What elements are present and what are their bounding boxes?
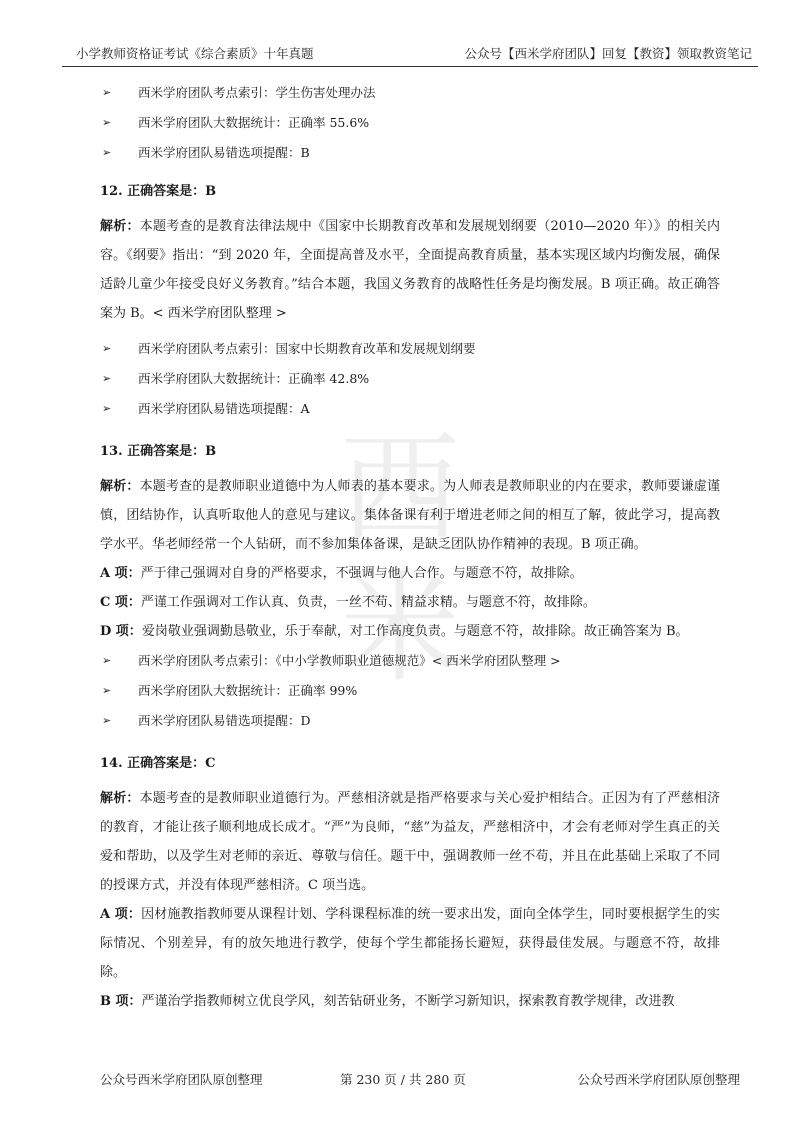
list-item: ➢ 西米学府团队考点索引：学生伤害处理办法 — [100, 78, 720, 108]
list-item: ➢ 西米学府团队易错选项提醒：A — [100, 394, 720, 424]
question-14-analysis: 解析：本题考查的是教师职业道德行为。严慈相济就是指严格要求与关心爱护相结合。正因为有了严慈相济的教育，才能让孩子顺利地成长成才。“严”为良师，“慈”为益友，严慈相济中，才会有老师对学生真正的关爱和帮助，以及学生对老师的亲近、尊敬与信任。题干中，强调教师一丝不苟，并且在此基础上采取了不同的授课方式，并没有体现严慈相济。C 项当选。 — [100, 791, 720, 893]
arrow-bullet-icon: ➢ — [102, 402, 112, 415]
arrow-bullet-icon: ➢ — [102, 654, 112, 667]
page-content — [100, 78, 720, 1016]
list-item: ➢ 西米学府团队大数据统计：正确率 42.8% — [100, 364, 720, 394]
question-14-option-b: B 项：严谨治学指教师树立优良学风，刻苦钻研业务，不断学习新知识，探索教育教学规律，改进教 — [100, 994, 675, 1009]
page-header — [62, 40, 758, 67]
arrow-bullet-icon: ➢ — [102, 372, 112, 385]
arrow-bullet-icon: ➢ — [102, 684, 112, 697]
footer-right: 公众号西米学府团队原创整理 — [577, 1072, 740, 1087]
question-12-heading: 12. 正确答案是：B — [100, 184, 217, 199]
header-promo: 公众号【西米学府团队】回复【教资】领取教资笔记 — [464, 46, 752, 61]
page-number: 第 230 页 / 共 280 页 — [340, 1072, 466, 1087]
arrow-bullet-icon: ➢ — [102, 146, 112, 159]
list-item: ➢ 西米学府团队考点索引：国家中长期教育改革和发展规划纲要 — [100, 334, 720, 364]
list-item: ➢ 西米学府团队易错选项提醒：B — [100, 138, 720, 168]
list-item: ➢ 西米学府团队大数据统计：正确率 99% — [100, 676, 720, 706]
arrow-bullet-icon: ➢ — [102, 86, 112, 99]
arrow-bullet-icon: ➢ — [102, 116, 112, 129]
question-14-heading: 14. 正确答案是：C — [100, 756, 216, 771]
question-13-option-a: A 项：严于律己强调对自身的严格要求，不强调与他人合作。与题意不符，故排除。 — [100, 566, 583, 581]
question-14-option-a: A 项：因材施教指教师要从课程计划、学科课程标准的统一要求出发，面向全体学生，同时要根据学生的实际情况、个别差异，有的放矢地进行教学，使每个学生都能扬长避短，获得最佳发展。与题意不符，故排除。 — [100, 907, 720, 980]
footer-left: 公众号西米学府团队原创整理 — [100, 1072, 263, 1087]
arrow-bullet-icon: ➢ — [102, 342, 112, 355]
arrow-bullet-icon: ➢ — [102, 714, 112, 727]
question-13-option-c: C 项：严谨工作强调对工作认真、负责，一丝不苟、精益求精。与题意不符，故排除。 — [100, 595, 596, 610]
question-12-analysis: 解析：本题考查的是教育法律法规中《国家中长期教育改革和发展规划纲要（2010—2020 年）》的相关内容。《纲要》指出：“到 2020 年，全面提高普及水平，全面提高教育质量，基本实现区域内均衡发展，确保适龄儿童少年接受良好义务教育。”结合本题，我国义务教育的战略性任务是均衡发展。B 项正确。故正确答案为 B。< 西米学府团队整理 > — [100, 219, 720, 321]
list-item: ➢ 西米学府团队大数据统计：正确率 55.6% — [100, 108, 720, 138]
list-item: ➢ 西米学府团队考点索引：《中小学教师职业道德规范》< 西米学府团队整理 > — [100, 646, 720, 676]
question-13-analysis: 解析：本题考查的是教师职业道德中为人师表的基本要求。为人师表是教师职业的内在要求，教师要谦虚谨慎，团结协作，认真听取他人的意见与建议。集体备课有利于增进老师之间的相互了解，彼此学习，提高教学水平。华老师经常一个人钻研，而不参加集体备课，是缺乏团队协作精神的表现。B 项正确。 — [100, 479, 720, 552]
header-title: 小学教师资格证考试《综合素质》十年真题 — [76, 46, 314, 61]
watermark-text: 西米 — [340, 420, 460, 699]
question-13-option-d: D 项：爱岗敬业强调勤恳敬业，乐于奉献，对工作高度负责。与题意不符，故排除。故正确答案为 B。 — [100, 624, 689, 639]
list-item: ➢ 西米学府团队易错选项提醒：D — [100, 706, 720, 736]
question-13-heading: 13. 正确答案是：B — [100, 444, 217, 459]
